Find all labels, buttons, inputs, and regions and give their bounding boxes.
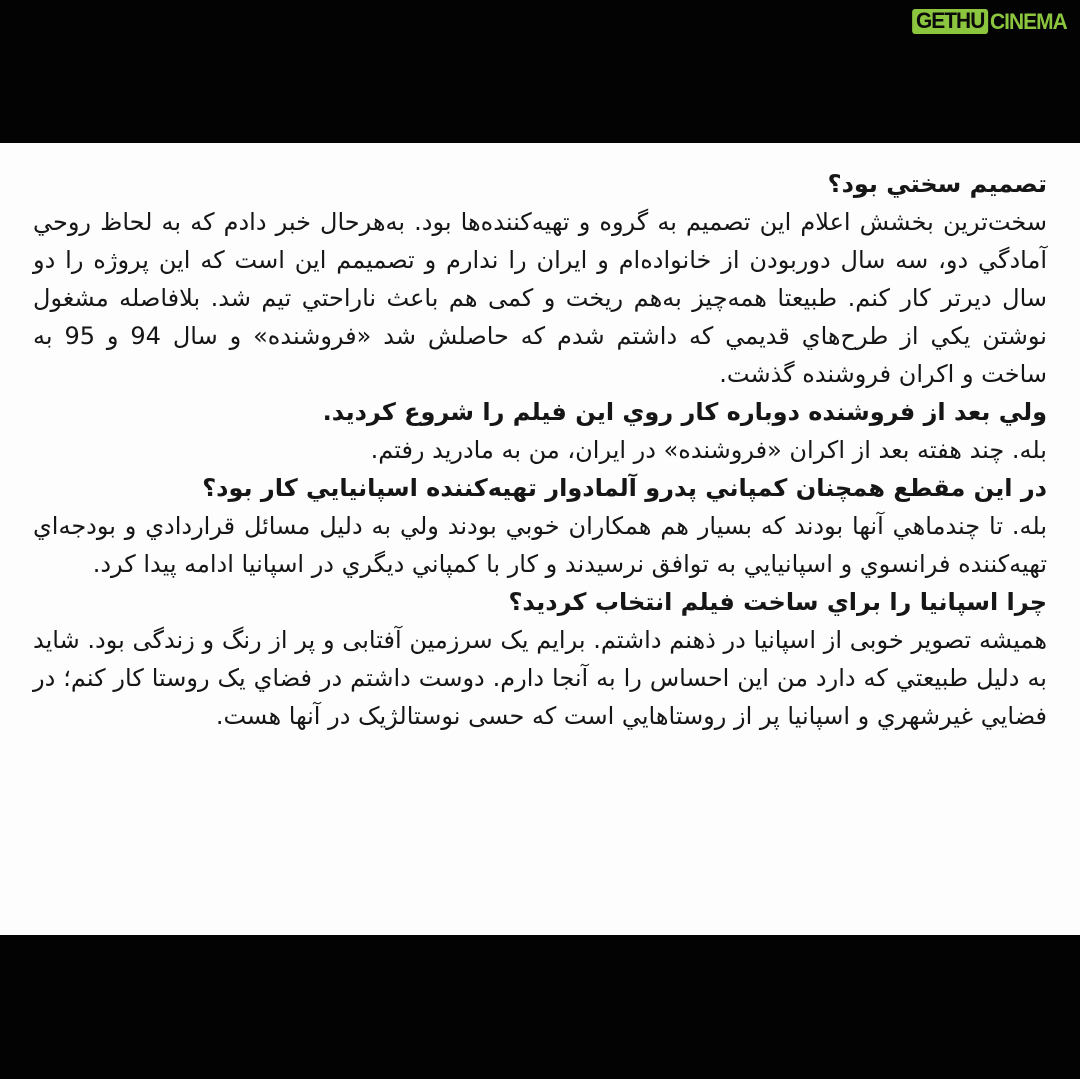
interview-question: چرا اسپانيا را براي ساخت فيلم انتخاب کرديد؟ xyxy=(508,588,1047,616)
bottom-letterbox-bar xyxy=(0,935,1080,1079)
interview-article xyxy=(33,165,1047,735)
interview-answer: بله. چند هفته بعد از اکران «فروشنده» در ايران، من به مادريد رفتم. xyxy=(370,436,1047,464)
interview-answer: هميشه تصوير خوبی از اسپانيا در ذهنم داشتم. برايم يک سرزمين آفتابی و پر از رنگ و زندگی بود. شايد به دليل طبيعتي که دارد من اين احساس را به آنجا دارم. دوست داشتم در فضاي يک روستا کار کنم؛ در فضايي غيرشهري و اسپانيا پر از روستاهايي است که حسی نوستالژيک در آنها هست. xyxy=(33,626,1047,730)
interview-question: ولي بعد از فروشنده دوباره کار روي اين فيلم را شروع کرديد. xyxy=(322,398,1047,426)
interview-answer: سخت‌ترين بخشش اعلام اين تصميم به گروه و تهيه‌کننده‌ها بود. به‌هرحال خبر دادم که به لحاظ روحي آمادگي دو، سه سال دوربودن از خانواده‌ام و ايران را ندارم و تصميمم اين است که اين پروژه را دو سال ديرتر کار کنم. طبيعتا همه‌چيز به‌هم ريخت و کمی هم باعث ناراحتي تيم شد. بلافاصله مشغول نوشتن يکي از طرح‌هاي قديمي که داشتم شدم که حاصلش شد «فروشنده» و سال 94 و 95 به ساخت و اکران فروشنده گذشت. xyxy=(33,208,1047,388)
watermark-cinema-text: CINEMA xyxy=(990,8,1067,34)
gethu-cinema-logo xyxy=(912,9,1067,34)
top-letterbox-bar xyxy=(0,0,1080,143)
interview-question: در اين مقطع همچنان کمپاني پدرو آلمادوار تهيه‌کننده اسپانيايي کار بود؟ xyxy=(202,474,1047,502)
watermark-gethu-badge: GETHU xyxy=(912,9,988,34)
interview-answer: بله. تا چندماهي آنها بودند که بسيار هم همکاران خوبي بودند ولي به دليل مسائل قراردادي و بودجه‌اي تهيه‌کننده فرانسوي و اسپانيايي به توافق نرسيدند و کار با کمپاني ديگري در اسپانيا ادامه پيدا کرد. xyxy=(33,512,1047,578)
scanned-page xyxy=(0,143,1080,935)
interview-question: تصميم سختي بود؟ xyxy=(827,170,1047,198)
